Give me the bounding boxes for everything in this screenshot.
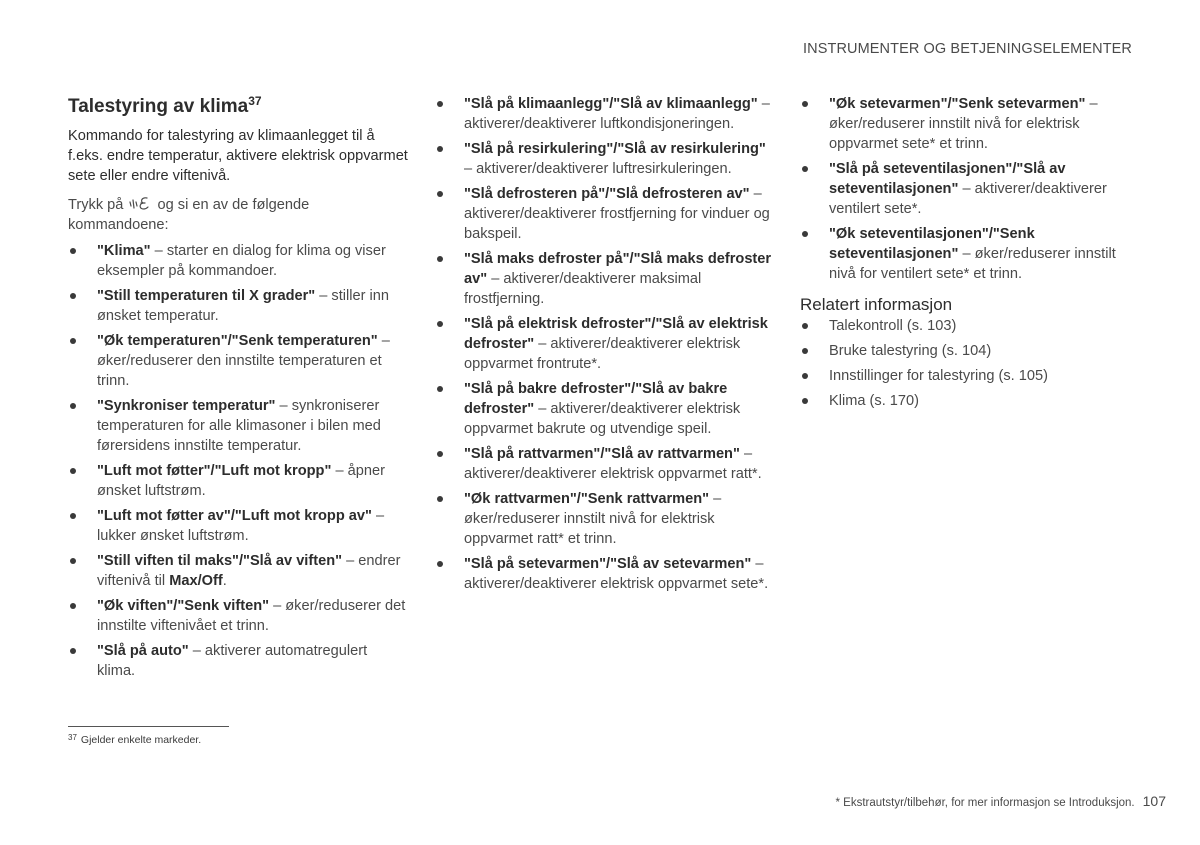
command-text: "Øk setevarmen"/"Senk setevarmen" xyxy=(829,96,1086,112)
command-description: – aktiverer/deaktiverer luftkondisjoneringen. xyxy=(464,96,770,132)
command-item xyxy=(68,331,408,391)
command-item xyxy=(68,461,408,501)
command-item xyxy=(435,184,775,244)
page-number: 107 xyxy=(1142,793,1166,809)
footer-note: * Ekstrautstyr/tilbehør, for mer informasjon se Introduksjon. xyxy=(835,797,1135,809)
command-text: "Slå på auto" xyxy=(97,643,189,659)
command-item xyxy=(68,286,408,326)
command-item xyxy=(68,596,408,636)
footnote-divider xyxy=(68,726,229,727)
command-text: "Øk temperaturen"/"Senk temperaturen" xyxy=(97,333,378,349)
column-1 xyxy=(68,94,408,686)
command-item xyxy=(435,314,775,374)
command-text: "Slå på rattvarmen"/"Slå av rattvarmen" xyxy=(464,446,740,462)
command-description: – lukker ønsket luftstrøm. xyxy=(97,508,385,544)
related-link[interactable]: Talekontroll (s. 103) xyxy=(800,316,1140,336)
command-description: – aktiverer/deaktiverer luftresirkuleringen. xyxy=(464,161,732,177)
command-text: "Øk viften"/"Senk viften" xyxy=(97,598,270,614)
command-text: "Klima" xyxy=(97,243,151,259)
command-description: – aktiverer/deaktiverer elektrisk oppvarmet sete*. xyxy=(464,556,769,592)
command-value: Max/Off xyxy=(169,573,223,589)
command-item xyxy=(435,249,775,309)
command-list-3 xyxy=(800,94,1140,284)
section-intro: Kommando for talestyring av klimaanlegget til å f.eks. endre temperatur, aktivere elektrisk oppvarmet sete eller endre viftenivå. xyxy=(68,128,408,184)
command-text: "Øk seteventilasjonen"/"Senk seteventilasjonen" xyxy=(829,226,1035,262)
command-text: "Slå maks defroster på"/"Slå maks defroster av" xyxy=(464,251,772,287)
chapter-header: INSTRUMENTER OG BETJENINGSELEMENTER xyxy=(803,41,1132,57)
command-text: "Slå på setevarmen"/"Slå av setevarmen" xyxy=(464,556,752,572)
command-description: – øker/reduserer den innstilte temperaturen et trinn. xyxy=(97,333,390,389)
footnote-ref: 37 xyxy=(248,94,262,108)
command-description: – øker/reduserer innstilt nivå for elektrisk oppvarmet sete* et trinn. xyxy=(829,96,1098,152)
command-text: "Slå på elektrisk defroster"/"Slå av elektrisk defroster" xyxy=(464,316,768,352)
command-item xyxy=(68,241,408,281)
command-item xyxy=(435,94,775,134)
command-description: – starter en dialog for klima og viser eksempler på kommandoer. xyxy=(97,243,386,279)
column-2 xyxy=(435,94,775,599)
command-description: – aktiverer/deaktiverer frostfjerning for vinduer og bakspeil. xyxy=(464,186,770,242)
command-text: "Slå på klimaanlegg"/"Slå av klimaanlegg" xyxy=(464,96,758,112)
related-list xyxy=(800,316,1140,411)
related-link[interactable]: Klima (s. 170) xyxy=(800,391,1140,411)
related-link[interactable]: Innstillinger for talestyring (s. 105) xyxy=(800,366,1140,386)
related-link[interactable]: Bruke talestyring (s. 104) xyxy=(800,341,1140,361)
column-3 xyxy=(800,94,1140,416)
command-text: "Still temperaturen til X grader" xyxy=(97,288,316,304)
command-description: – aktiverer/deaktiverer ventilert sete*. xyxy=(829,181,1107,217)
command-item xyxy=(68,641,408,681)
command-description: – synkroniserer temperaturen for alle klimasoner i bilen med førersidens innstilte temperatur. xyxy=(97,398,381,454)
section-title: Talestyring av klima$^{37}$ xyxy=(68,94,262,117)
command-description: – aktiverer/deaktiverer elektrisk oppvarmet frontrute*. xyxy=(464,336,741,372)
command-text: "Synkroniser temperatur" xyxy=(97,398,276,414)
command-text: "Slå på resirkulering"/"Slå av resirkulering" xyxy=(464,141,766,157)
command-list-2 xyxy=(435,94,775,594)
command-list-1 xyxy=(68,241,408,681)
related-title: Relatert informasjon xyxy=(800,295,953,314)
voice-control-icon xyxy=(127,195,153,213)
command-item xyxy=(68,396,408,456)
command-text: "Still viften til maks"/"Slå av viften" xyxy=(97,553,343,569)
command-description-end: . xyxy=(222,573,227,589)
command-item xyxy=(800,94,1140,154)
command-item xyxy=(435,554,775,594)
command-description: – aktiverer/deaktiverer elektrisk oppvarmet bakrute og utvendige speil. xyxy=(464,401,741,437)
command-item xyxy=(435,489,775,549)
command-description: – øker/reduserer innstilt nivå for elektrisk oppvarmet ratt* et trinn. xyxy=(464,491,722,547)
command-text: "Slå på bakre defroster"/"Slå av bakre defroster" xyxy=(464,381,728,417)
footnote: $^{37}$ Gjelder enkelte markeder. xyxy=(68,733,202,746)
command-description: – stiller inn ønsket temperatur. xyxy=(97,288,390,324)
command-item xyxy=(435,379,775,439)
command-item xyxy=(435,444,775,484)
command-description: – øker/reduserer det innstilte viftenivået et trinn. xyxy=(97,598,406,634)
command-description: – endrer viftenivå til xyxy=(97,553,401,589)
command-text: "Øk rattvarmen"/"Senk rattvarmen" xyxy=(464,491,710,507)
command-description: – aktiverer automatregulert klima. xyxy=(97,643,368,679)
command-item xyxy=(435,139,775,179)
command-description: – øker/reduserer innstilt nivå for ventilert sete* et trinn. xyxy=(829,246,1116,282)
command-text: "Luft mot føtter"/"Luft mot kropp" xyxy=(97,463,332,479)
command-text: "Luft mot føtter av"/"Luft mot kropp av" xyxy=(97,508,372,524)
press-instruction: Trykk på og si en av de følgende kommandoene: xyxy=(68,197,310,233)
command-description: – aktiverer/deaktiverer elektrisk oppvarmet ratt*. xyxy=(464,446,762,482)
command-item xyxy=(68,506,408,546)
command-item xyxy=(800,159,1140,219)
command-item xyxy=(800,224,1140,284)
command-item xyxy=(68,551,408,591)
command-text: "Slå på seteventilasjonen"/"Slå av seteventilasjonen" xyxy=(829,161,1066,197)
command-description: – åpner ønsket luftstrøm. xyxy=(97,463,385,499)
page-footer xyxy=(836,793,1166,809)
command-description: – aktiverer/deaktiverer maksimal frostfjerning. xyxy=(464,271,702,307)
command-text: "Slå defrosteren på"/"Slå defrosteren av" xyxy=(464,186,750,202)
